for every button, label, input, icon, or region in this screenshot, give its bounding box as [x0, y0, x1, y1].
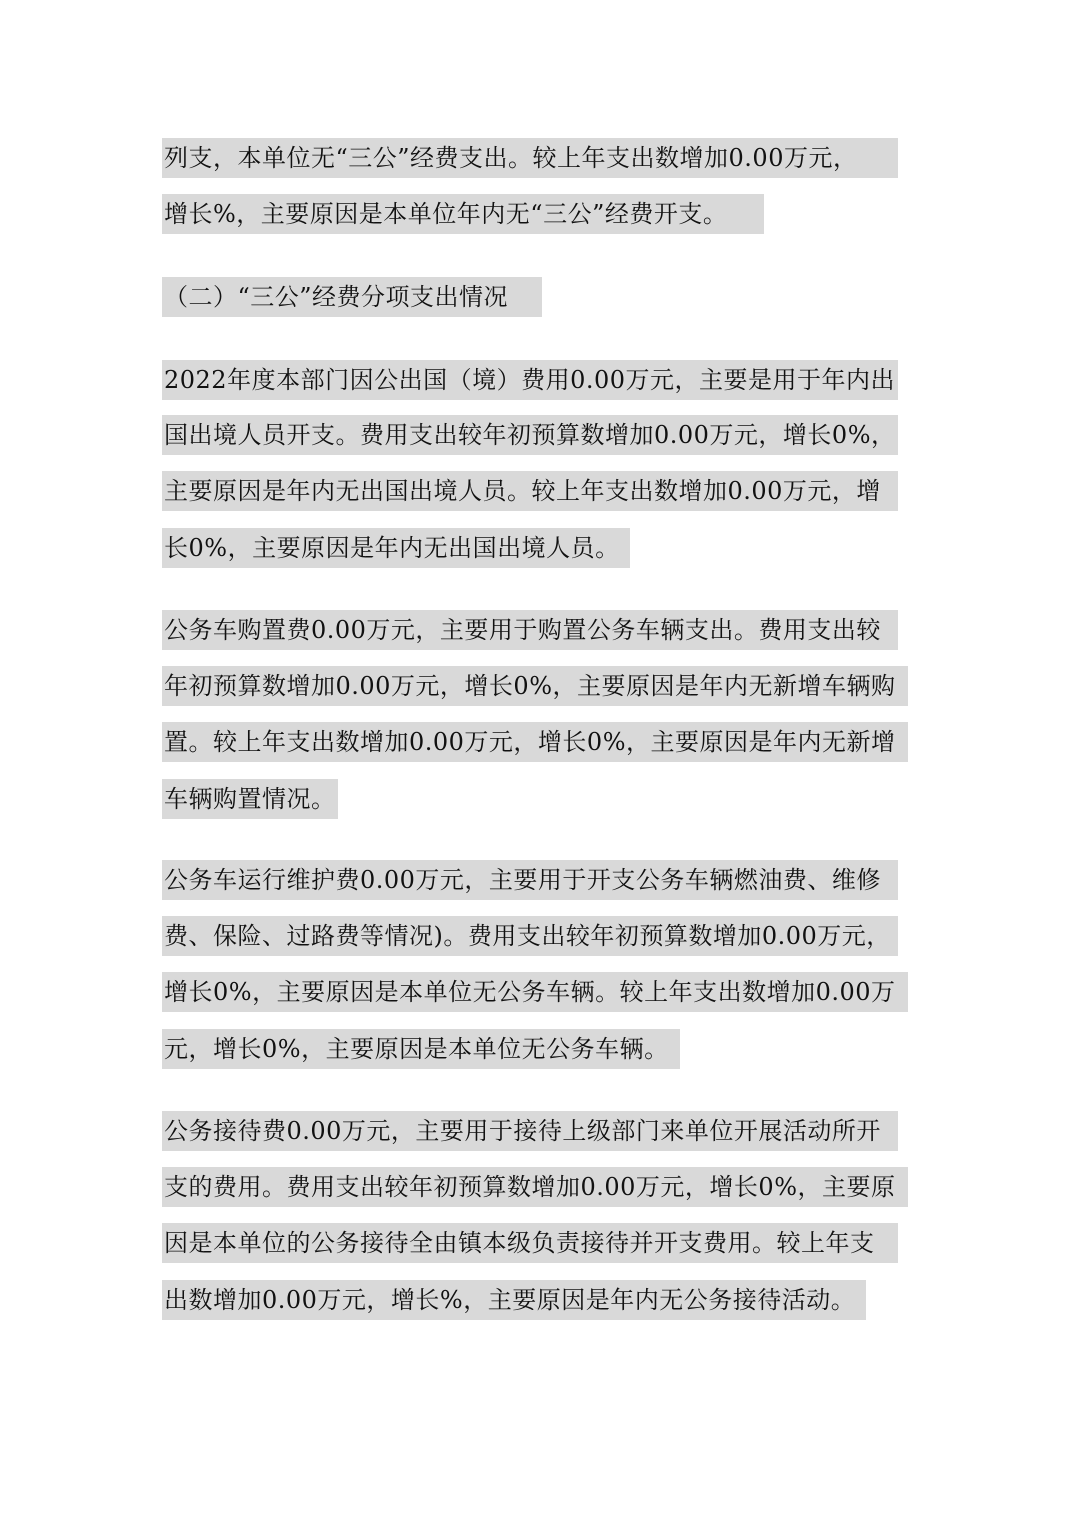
paragraph-5-line-1: 公务车运行维护费0.00万元，主要用于开支公务车辆燃油费、维修 — [162, 860, 898, 900]
paragraph-5-line-2: 费、保险、过路费等情况)。费用支出较年初预算数增加0.00万元， — [162, 916, 898, 956]
paragraph-6-line-3: 因是本单位的公务接待全由镇本级负责接待并开支费用。较上年支 — [162, 1223, 898, 1263]
paragraph-1-line-2: 增长%，主要原因是本单位年内无“三公”经费开支。 — [162, 194, 764, 234]
paragraph-4-line-1: 公务车购置费0.00万元，主要用于购置公务车辆支出。费用支出较 — [162, 610, 898, 650]
paragraph-6-line-4: 出数增加0.00万元，增长%，主要原因是年内无公务接待活动。 — [162, 1280, 866, 1320]
paragraph-6-line-1: 公务接待费0.00万元，主要用于接待上级部门来单位开展活动所开 — [162, 1111, 898, 1151]
paragraph-3-line-4: 长0%，主要原因是年内无出国出境人员。 — [162, 528, 630, 568]
paragraph-3-line-3: 主要原因是年内无出国出境人员。较上年支出数增加0.00万元，增 — [162, 471, 898, 511]
section-heading: （二）“三公”经费分项支出情况 — [162, 277, 542, 317]
paragraph-3-line-1: 2022年度本部门因公出国（境）费用0.00万元，主要是用于年内出 — [162, 360, 898, 400]
paragraph-5-line-4: 元，增长0%，主要原因是本单位无公务车辆。 — [162, 1029, 680, 1069]
paragraph-4-line-2: 年初预算数增加0.00万元，增长0%，主要原因是年内无新增车辆购 — [162, 666, 908, 706]
paragraph-3-line-2: 国出境人员开支。费用支出较年初预算数增加0.00万元，增长0%， — [162, 415, 898, 455]
paragraph-4-line-3: 置。较上年支出数增加0.00万元，增长0%，主要原因是年内无新增 — [162, 722, 908, 762]
paragraph-4-line-4: 车辆购置情况。 — [162, 779, 338, 819]
paragraph-1-line-1: 列支，本单位无“三公”经费支出。较上年支出数增加0.00万元， — [162, 138, 898, 178]
paragraph-5-line-3: 增长0%，主要原因是本单位无公务车辆。较上年支出数增加0.00万 — [162, 972, 908, 1012]
paragraph-6-line-2: 支的费用。费用支出较年初预算数增加0.00万元，增长0%，主要原 — [162, 1167, 908, 1207]
